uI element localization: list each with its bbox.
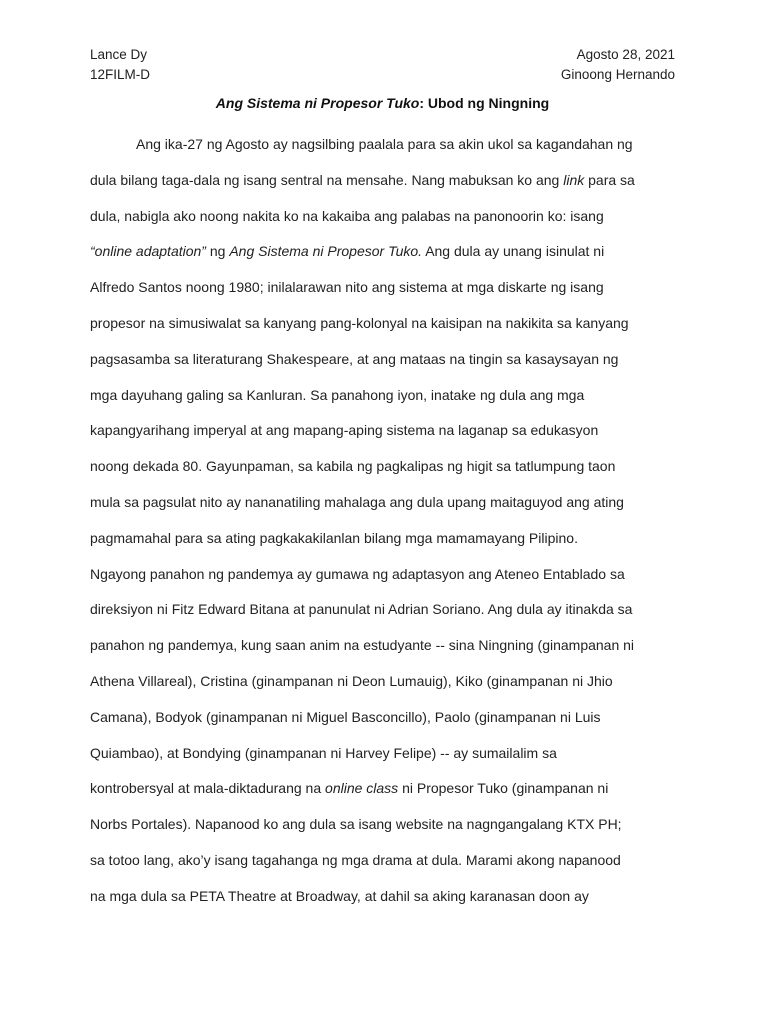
body-line: kapangyarihang imperyal at ang mapang-aping sistema na laganap sa edukasyon [90, 422, 599, 439]
essay-title-italic: Ang Sistema ni Propesor Tuko [215, 95, 420, 111]
body-text: dula bilang taga-dala ng isang sentral na mensahe. Nang mabuksan ko ang [90, 171, 560, 188]
body-italic-text: online class [325, 780, 399, 797]
body-line: Ngayong panahon ng pandemya ay gumawa ng adaptasyon ang Ateneo Entablado sa [90, 565, 625, 582]
body-line: Camana), Bodyok (ginampanan ni Miguel Basconcillo), Paolo (ginampanan ni Luis [90, 708, 601, 725]
body-line: Alfredo Santos noong 1980; inilalarawan nito ang sistema at mga diskarte ng isang [90, 279, 604, 296]
header-row-2 [90, 65, 675, 85]
body-line: pagmamahal para sa ating pagkakakilanlan bilang mga mamamayang Pilipino. [90, 529, 578, 546]
body-text: ng [209, 243, 226, 260]
body-line: na mga dula sa PETA Theatre at Broadway, at dahil sa aking karanasan doon ay [90, 887, 589, 904]
body-italic-text: “online adaptation” [90, 243, 206, 260]
body-line: Athena Villareal), Cristina (ginampanan ni Deon Lumauig), Kiko (ginampanan ni Jhio [90, 672, 613, 689]
essay-title [90, 93, 675, 113]
body-line: dula, nabigla ako noong nakita ko na kakaiba ang palabas na panonoorin ko: isang [90, 207, 604, 224]
body-line [90, 234, 676, 270]
body-line [90, 163, 676, 199]
class-section: 12FILM-D [90, 67, 151, 82]
document-header [90, 45, 675, 85]
body-line: noong dekada 80. Gayunpaman, sa kabila ng pagkalipas ng higit sa tatlumpung taon [90, 458, 616, 475]
body-text: Ang dula ay unang isinulat ni [425, 243, 605, 260]
body-line: pagsasamba sa literaturang Shakespeare, at ang mataas na tingin sa kasaysayan ng [90, 350, 619, 367]
body-text: ni Propesor Tuko (ginampanan ni [402, 780, 609, 797]
essay-title-rest: : Ubod ng Ningning [419, 95, 550, 111]
author-name: Lance Dy [90, 47, 148, 62]
body-line: mula sa pagsulat nito ay nananatiling mahalaga ang dula upang maitaguyod ang ating [90, 493, 624, 510]
body-line: Quiambao), at Bondying (ginampanan ni Harvey Felipe) -- ay sumailalim sa [90, 744, 557, 761]
body-line [90, 771, 676, 807]
body-text: kontrobersyal at mala-diktadurang na [90, 780, 322, 797]
body-line: Ang ika-27 ng Agosto ay nagsilbing paalala para sa akin ukol sa kagandahan ng [136, 136, 633, 152]
essay-body [90, 127, 676, 915]
body-line: sa totoo lang, ako’y isang tagahanga ng mga drama at dula. Marami akong napanood [90, 851, 621, 868]
body-italic-text: link [563, 171, 585, 188]
header-row-1 [90, 45, 675, 65]
body-line: mga dayuhang galing sa Kanluran. Sa panahong iyon, inatake ng dula ang mga [90, 386, 585, 403]
body-line: panahon ng pandemya, kung saan anim na estudyante -- sina Ningning (ginampanan ni [90, 637, 635, 654]
body-line: direksiyon ni Fitz Edward Bitana at panunulat ni Adrian Soriano. Ang dula ay itinakda sa [90, 601, 633, 618]
body-text: para sa [588, 171, 635, 188]
body-line: propesor na simusiwalat sa kanyang pang-kolonyal na kaisipan na nakikita sa kanyang [90, 314, 629, 331]
document-date: Agosto 28, 2021 [576, 47, 675, 62]
body-italic-text: Ang Sistema ni Propesor Tuko. [229, 243, 423, 260]
body-line: Norbs Portales). Napanood ko ang dula sa isang website na nagngangalang KTX PH; [90, 816, 622, 833]
teacher-name: Ginoong Hernando [560, 67, 675, 82]
